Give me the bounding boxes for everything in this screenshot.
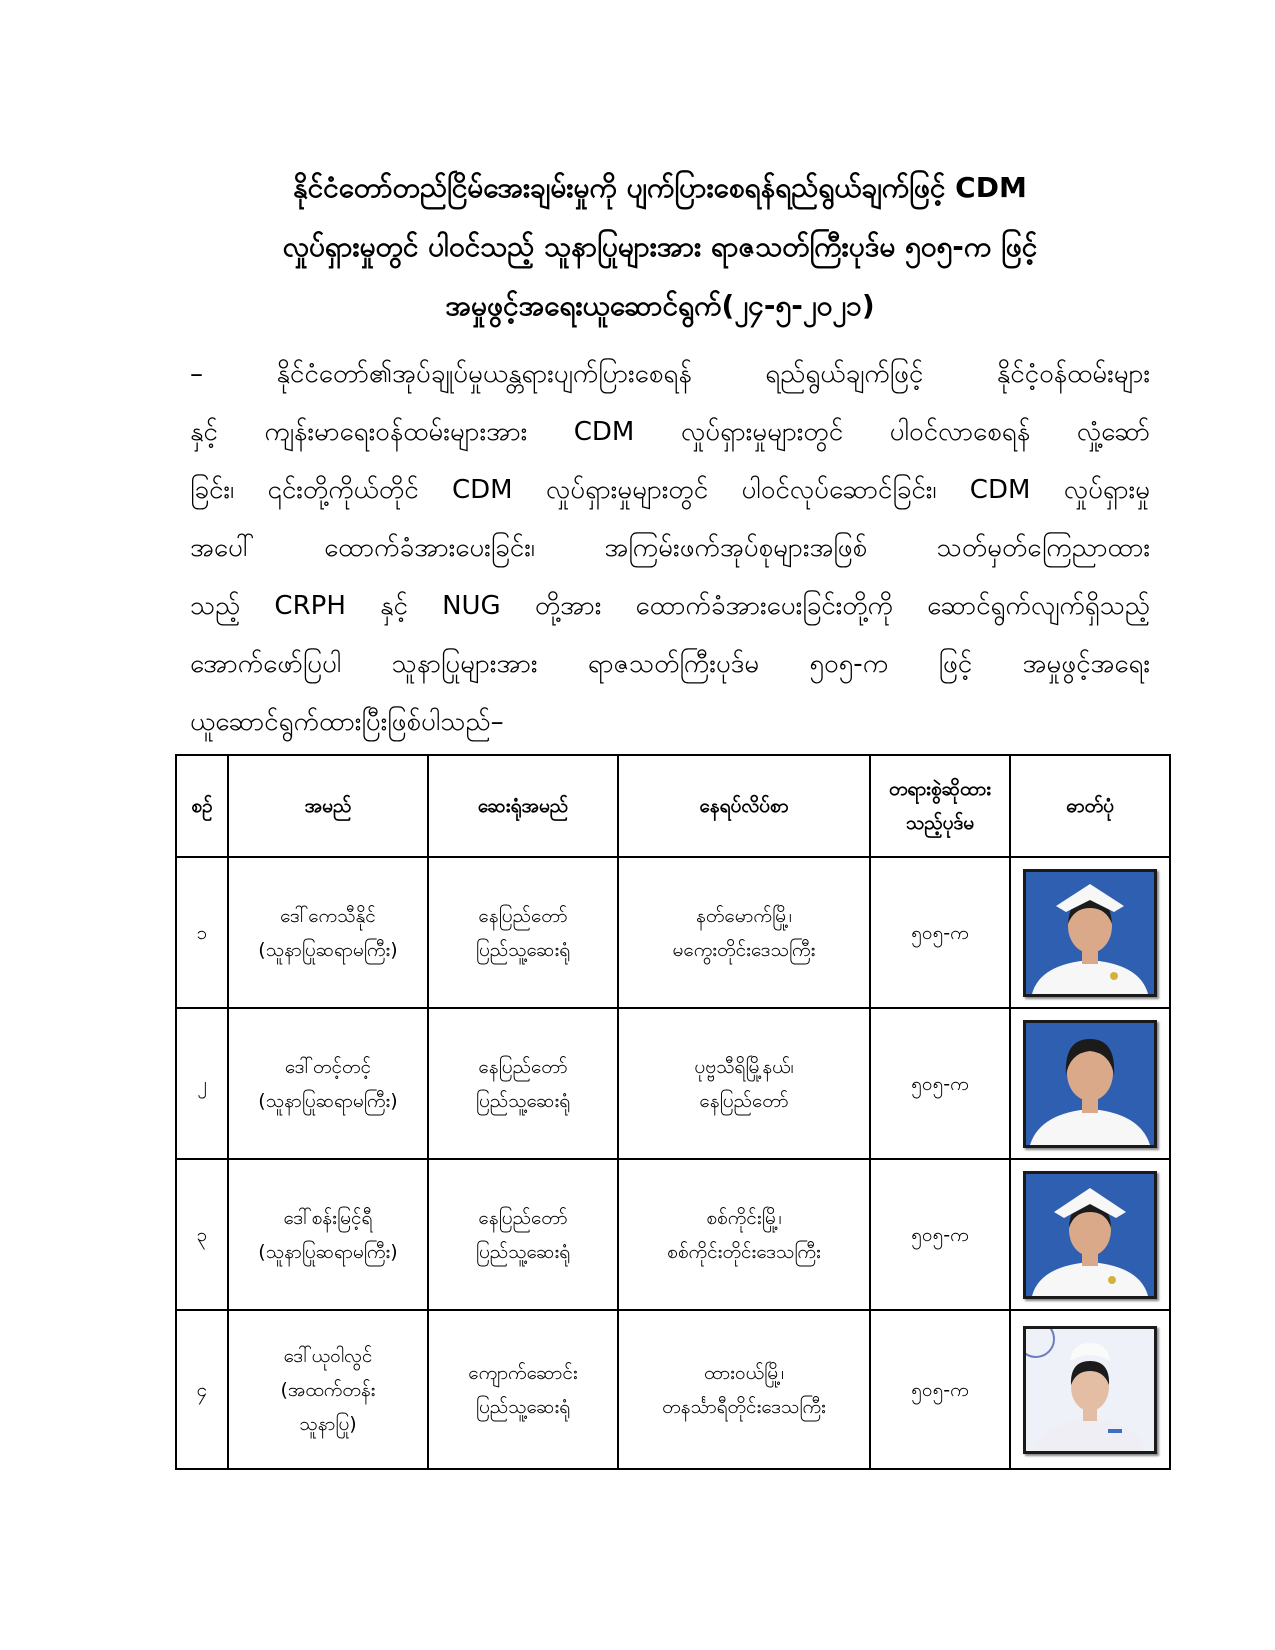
- cell-section: ၅၀၅-က: [870, 1008, 1010, 1159]
- nurse-photo: [1023, 1020, 1157, 1148]
- address-line: တနင်္သာရီတိုင်းဒေသကြီး: [662, 1395, 826, 1418]
- nurse-photo: [1023, 1326, 1157, 1454]
- name-line: ဒေါ်ကေသီနိုင်: [280, 904, 376, 927]
- paragraph-line: အပေါ် ထောက်ခံအားပေးခြင်း၊ အကြမ်းဖက်အုပ်စုများအဖြစ် သတ်မှတ်ကြေညာထား: [190, 533, 1150, 563]
- nurse-photo: [1023, 1171, 1157, 1299]
- header-section-line-2: သည့်ပုဒ်မ: [905, 812, 975, 834]
- hospital-line: နေပြည်တော်: [478, 904, 568, 927]
- cell-photo: [1010, 1008, 1170, 1159]
- address-line: ပုဗ္ဗသီရိမြို့နယ်၊: [694, 1055, 794, 1078]
- portrait-icon: [1026, 1174, 1154, 1296]
- header-no: စဉ်: [176, 755, 228, 857]
- cell-hospital: [428, 1310, 618, 1469]
- header-name: အမည်: [228, 755, 428, 857]
- name-line: (အထက်တန်း: [280, 1378, 376, 1401]
- table-row: [176, 1310, 1170, 1469]
- nurse-photo: [1023, 869, 1157, 997]
- address-line: နတ်မောက်မြို့၊: [696, 904, 792, 927]
- name-line: ဒေါ်ယုဝါလွင်: [283, 1344, 373, 1367]
- cell-address: [618, 1008, 870, 1159]
- cell-name: [228, 1008, 428, 1159]
- paragraph-line: ယူဆောင်ရွက်ထားပြီးဖြစ်ပါသည်–: [190, 707, 504, 737]
- cell-name: [228, 857, 428, 1008]
- header-section-line-1: တရားစွဲဆိုထား: [888, 778, 992, 800]
- cell-photo: [1010, 1159, 1170, 1310]
- cell-photo: [1010, 857, 1170, 1008]
- header-photo: ဓာတ်ပုံ: [1010, 755, 1170, 857]
- cell-hospital: [428, 1159, 618, 1310]
- hospital-line: နေပြည်တော်: [478, 1206, 568, 1229]
- hospital-line: နေပြည်တော်: [478, 1055, 568, 1078]
- paragraph-line: အောက်ဖော်ပြပါ သူနာပြုများအား ရာဇသတ်ကြီးပုဒ်မ ၅၀၅-က ဖြင့် အမှုဖွင့်အရေး: [190, 649, 1150, 679]
- name-line: ဒေါ်တင့်တင့်: [284, 1055, 372, 1078]
- title-line-1: နိုင်ငံတော်တည်ငြိမ်အေးချမ်းမှုကို ပျက်ပြားစေရန်ရည်ရွယ်ချက်ဖြင့် CDM: [293, 171, 1027, 204]
- address-line: မကွေးတိုင်းဒေသကြီး: [672, 938, 816, 961]
- title-line-3: အမှုဖွင့်အရေးယူဆောင်ရွက်(၂၄-၅-၂၀၂၁): [445, 289, 875, 322]
- intro-paragraph: [190, 345, 1150, 751]
- cell-address: [618, 857, 870, 1008]
- table-row: [176, 1008, 1170, 1159]
- name-line: သူနာပြု): [299, 1412, 357, 1435]
- cell-name: [228, 1310, 428, 1469]
- address-line: စစ်ကိုင်းမြို့၊: [706, 1206, 782, 1229]
- cell-no: ၄: [176, 1310, 228, 1469]
- address-line: စစ်ကိုင်းတိုင်းဒေသကြီး: [667, 1240, 821, 1263]
- cell-hospital: [428, 857, 618, 1008]
- address-line: ထားဝယ်မြို့၊: [703, 1361, 785, 1384]
- name-line: (သူနာပြုဆရာမကြီး): [258, 938, 398, 961]
- title-line-2: လှုပ်ရှားမှုတွင် ပါဝင်သည့် သူနာပြုများအား ရာဇသတ်ကြီးပုဒ်မ ၅၀၅-က ဖြင့်: [282, 230, 1038, 263]
- hospital-line: ပြည်သူ့ဆေးရုံ: [475, 1395, 571, 1418]
- name-line: ဒေါ်စန်းမြင့်ရီ: [283, 1206, 373, 1229]
- name-line: (သူနာပြုဆရာမကြီး): [258, 1089, 398, 1112]
- header-hospital: ဆေးရုံအမည်: [428, 755, 618, 857]
- portrait-icon: [1026, 1329, 1154, 1451]
- hospital-line: ပြည်သူ့ဆေးရုံ: [475, 1089, 571, 1112]
- document-title: [180, 158, 1140, 335]
- hospital-line: ပြည်သူ့ဆေးရုံ: [475, 938, 571, 961]
- table-row: [176, 1159, 1170, 1310]
- portrait-icon: [1026, 872, 1154, 994]
- name-line: (သူနာပြုဆရာမကြီး): [258, 1240, 398, 1263]
- cell-section: ၅၀၅-က: [870, 1310, 1010, 1469]
- nurse-roster-table: [175, 754, 1171, 1470]
- portrait-icon: [1026, 1023, 1154, 1145]
- cell-name: [228, 1159, 428, 1310]
- table-row: [176, 857, 1170, 1008]
- hospital-line: ကျောက်ဆောင်း: [468, 1361, 578, 1384]
- cell-no: ၂: [176, 1008, 228, 1159]
- table-header-row: [176, 755, 1170, 857]
- hospital-line: ပြည်သူ့ဆေးရုံ: [475, 1240, 571, 1263]
- paragraph-line: သည့် CRPH နှင့် NUG တို့အား ထောက်ခံအားပေးခြင်းတို့ကို ဆောင်ရွက်လျက်ရှိသည့်: [190, 591, 1150, 621]
- cell-no: ၃: [176, 1159, 228, 1310]
- paragraph-line: – နိုင်ငံတော်၏အုပ်ချုပ်မှုယန္တရားပျက်ပြားစေရန် ရည်ရွယ်ချက်ဖြင့် နိုင်ငံ့ဝန်ထမ်းများ: [190, 359, 1150, 389]
- address-line: နေပြည်တော်: [699, 1089, 789, 1112]
- cell-address: [618, 1310, 870, 1469]
- cell-address: [618, 1159, 870, 1310]
- cell-section: ၅၀၅-က: [870, 857, 1010, 1008]
- header-section: [870, 755, 1010, 857]
- cell-hospital: [428, 1008, 618, 1159]
- cell-photo: [1010, 1310, 1170, 1469]
- paragraph-line: ခြင်း၊ ၎င်းတို့ကိုယ်တိုင် CDM လှုပ်ရှားမှုများတွင် ပါဝင်လုပ်ဆောင်ခြင်း၊ CDM လှုပ်ရှားမှု: [190, 475, 1150, 505]
- cell-no: ၁: [176, 857, 228, 1008]
- cell-section: ၅၀၅-က: [870, 1159, 1010, 1310]
- paragraph-line: နှင့် ကျန်းမာရေးဝန်ထမ်းများအား CDM လှုပ်ရှားမှုများတွင် ပါဝင်လာစေရန် လှုံ့ဆော်: [190, 417, 1150, 447]
- header-address: နေရပ်လိပ်စာ: [618, 755, 870, 857]
